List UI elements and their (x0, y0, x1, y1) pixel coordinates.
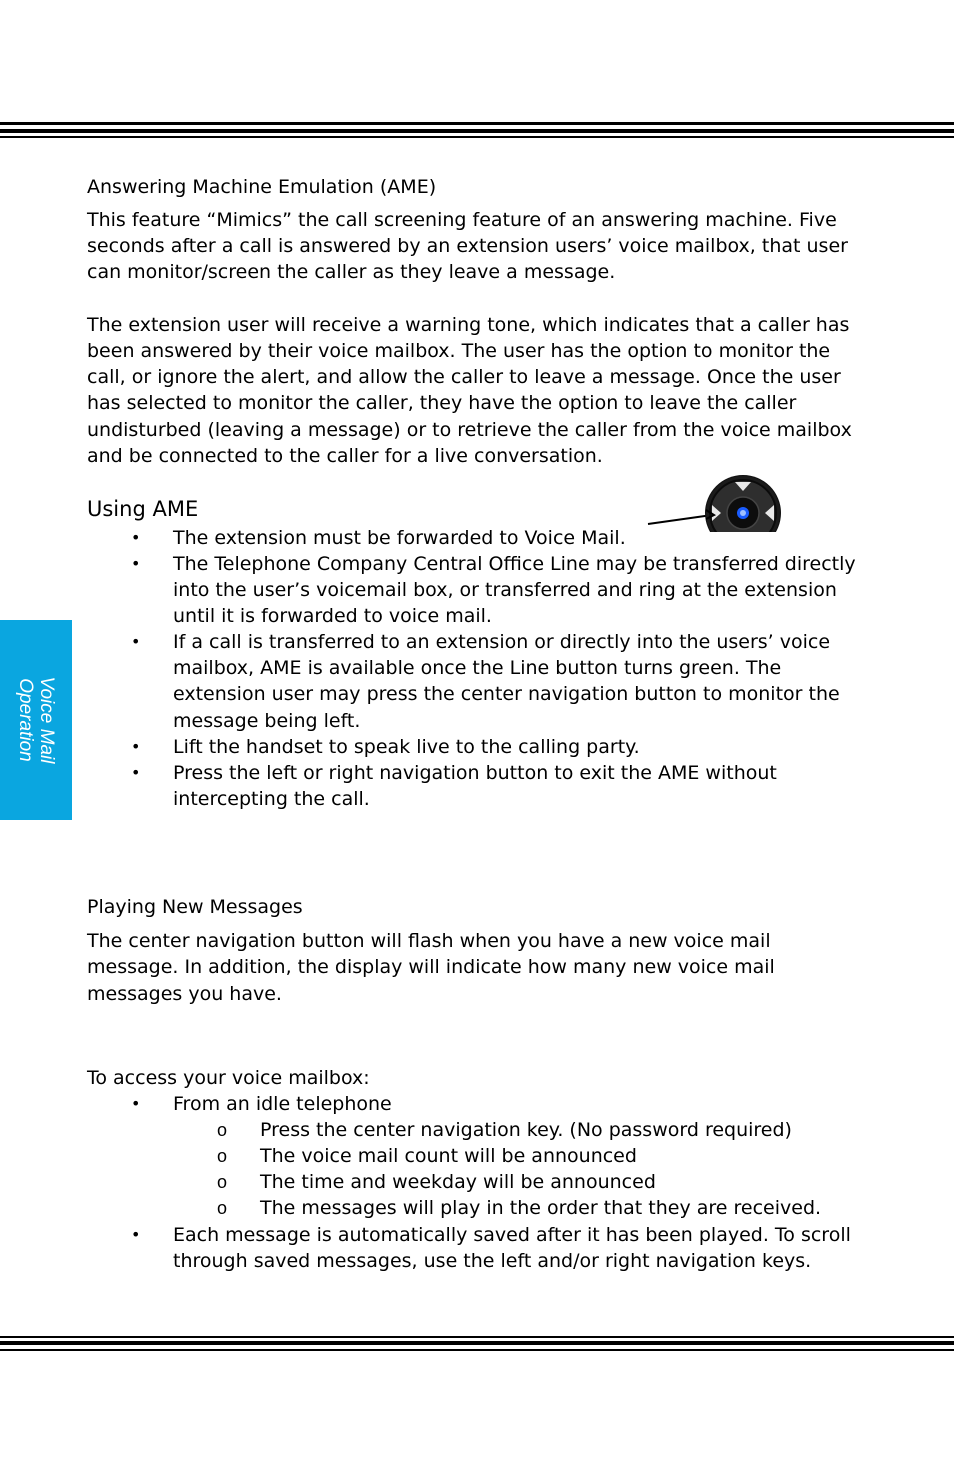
list-item: extension user may press the center navigation button to monitor the (173, 683, 840, 705)
text-line: message. In addition, the display will indicate how many new voice mail (87, 956, 775, 978)
text-line: call, or ignore the alert, and allow the caller to leave a message. Once the user (87, 366, 841, 388)
text-line: The center navigation button will flash when you have a new voice mail (87, 930, 771, 952)
sub-list-item: Press the center navigation key. (No password required) (260, 1119, 792, 1141)
list-item: mailbox, AME is available once the Line button turns green. The (173, 657, 782, 679)
list-item: Lift the handset to speak live to the calling party. (173, 736, 640, 758)
access-intro: To access your voice mailbox: (87, 1067, 370, 1089)
sub-list-item: The voice mail count will be announced (260, 1145, 637, 1167)
bullet-glyph: • (131, 763, 141, 782)
list-item: Each message is automatically saved after it has been played. To scroll (173, 1224, 851, 1246)
bullet-glyph: • (131, 528, 141, 547)
list-item: until it is forwarded to voice mail. (173, 605, 492, 627)
bullet-glyph: • (131, 737, 141, 756)
text-line: seconds after a call is answered by an extension users’ voice mailbox, that user (87, 235, 848, 257)
bullet-glyph: • (131, 1225, 141, 1244)
list-item: message being left. (173, 710, 361, 732)
text-line: can monitor/screen the caller as they leave a message. (87, 261, 616, 283)
using-ame-heading: Using AME (87, 497, 199, 521)
list-item: through saved messages, use the left and/or right navigation keys. (173, 1250, 812, 1272)
side-tab (0, 620, 72, 820)
bullet-glyph: • (131, 632, 141, 651)
text-line: This feature “Mimics” the call screening feature of an answering machine. Five (87, 209, 837, 231)
side-tab-line-1: Voice Mail (36, 676, 57, 764)
text-line: undisturbed (leaving a message) or to retrieve the caller from the voice mailbox (87, 419, 852, 441)
list-item: From an idle telephone (173, 1093, 392, 1115)
sub-bullet-glyph: o (217, 1198, 228, 1218)
list-item: into the user’s voicemail box, or transferred and ring at the extension (173, 579, 837, 601)
list-item: If a call is transferred to an extension or directly into the users’ voice (173, 631, 831, 653)
list-item: Press the left or right navigation button to exit the AME without (173, 762, 777, 784)
side-tab-line-2: Operation (15, 678, 36, 762)
sub-bullet-glyph: o (217, 1146, 228, 1166)
sub-bullet-glyph: o (217, 1172, 228, 1192)
sub-list-item: The messages will play in the order that they are received. (260, 1197, 822, 1219)
playing-title: Playing New Messages (87, 896, 303, 918)
sub-bullet-glyph: o (217, 1120, 228, 1140)
side-tab-label (15, 677, 57, 764)
bullet-glyph: • (131, 1094, 141, 1113)
sub-list-item: The time and weekday will be announced (260, 1171, 656, 1193)
text-line: The extension user will receive a warning tone, which indicates that a caller has (87, 314, 850, 336)
bullet-glyph: • (131, 554, 141, 573)
text-line: messages you have. (87, 983, 282, 1005)
text-line: has selected to monitor the caller, they have the option to leave the caller (87, 392, 797, 414)
list-item: The Telephone Company Central Office Line may be transferred directly (173, 553, 856, 575)
navigation-button-icon (640, 472, 790, 532)
text-line: and be connected to the caller for a live conversation. (87, 445, 603, 467)
text-line: been answered by their voice mailbox. The user has the option to monitor the (87, 340, 831, 362)
list-item: intercepting the call. (173, 788, 370, 810)
list-item: The extension must be forwarded to Voice Mail. (173, 527, 626, 549)
ame-title: Answering Machine Emulation (AME) (87, 176, 437, 198)
